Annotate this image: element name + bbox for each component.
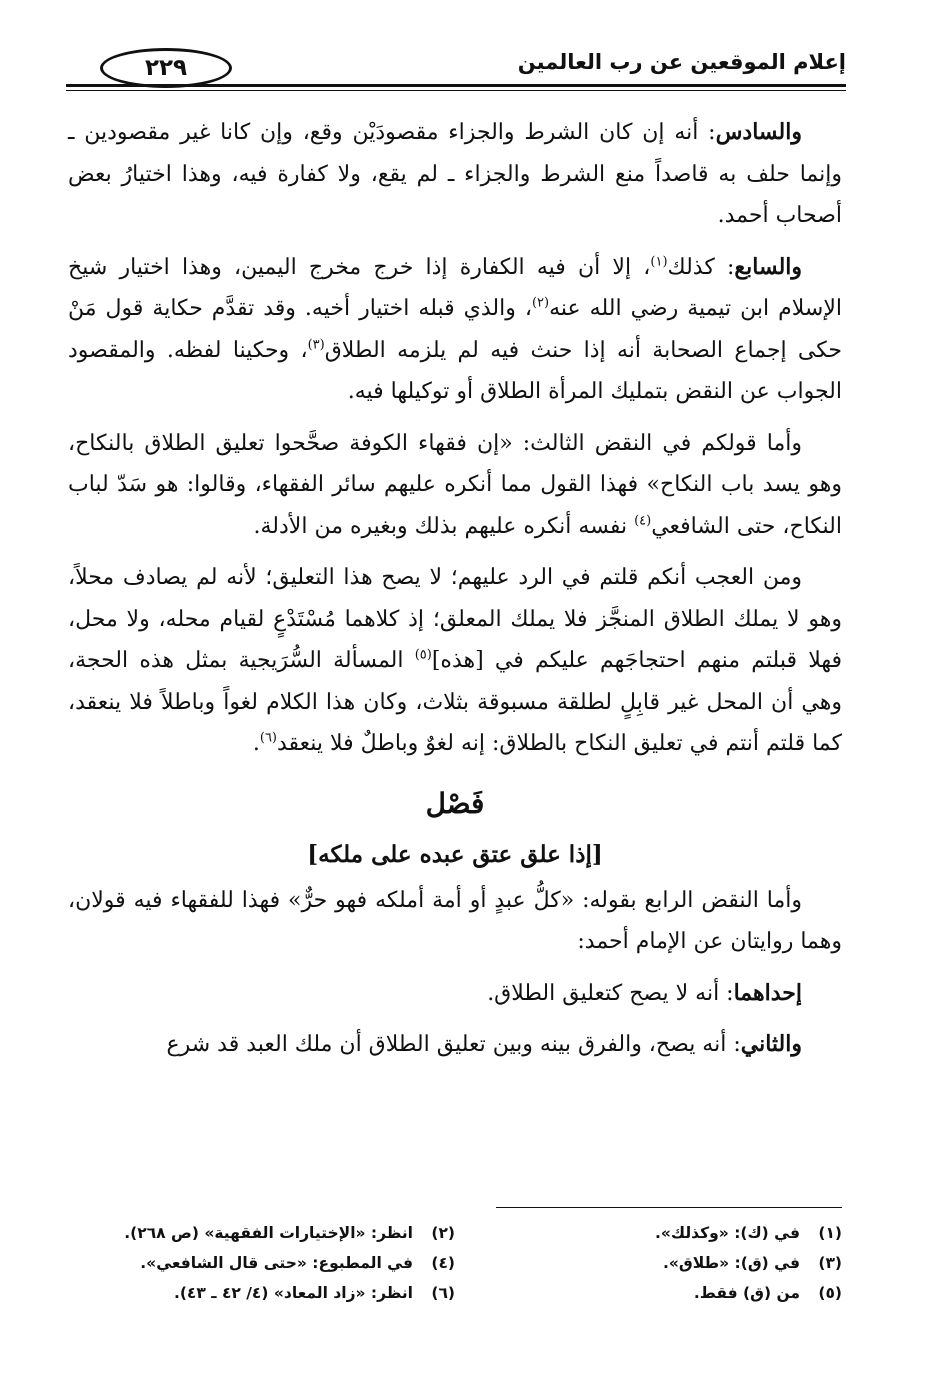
footnote-ref-5[interactable]: (٥) (414, 647, 432, 663)
paragraph-fourth-objection (68, 880, 842, 963)
paragraph-text: : أنه لا يصح كتعليق الطلاق. (487, 980, 734, 1006)
paragraph-seventh (68, 247, 842, 413)
section-subheading: [إذا علق عتق عبده على ملكه] (307, 841, 603, 868)
paragraph-sixth (68, 112, 842, 237)
footnote-4 (68, 1254, 455, 1272)
footnote-number: (٣) (818, 1254, 842, 1272)
footnote-row (68, 1248, 842, 1278)
footnote-separator (496, 1207, 842, 1208)
paragraph-first-view (68, 973, 842, 1015)
footnote-ref-3[interactable]: (٣) (307, 337, 325, 353)
footnote-text: انظر: «الإختيارات الفقهية» (ص ٢٦٨). (124, 1224, 413, 1242)
paragraph-text: ، وحكينا لفظه. والمقصود الجواب عن النقض بتمليك المرأة الطلاق أو توكيلها فيه. (68, 337, 842, 404)
paragraph-lead: والثاني (740, 1031, 802, 1057)
footnote-row (68, 1218, 842, 1248)
footnote-text: انظر: «زاد المعاد» (٤/ ٤٢ ـ ٤٣). (173, 1284, 413, 1302)
paragraph-text: وأما النقض الرابع بقوله: «كلُّ عبدٍ أو أمة أملكه فهو حرٌّ» فهذا للفقهاء فيه قولان، وهما روايتان عن الإمام أحمد: (68, 887, 842, 954)
paragraph-text: : أنه يصح، والفرق بينه وبين تعليق الطلاق أن ملك العبد قد شرع (166, 1032, 741, 1057)
paragraph-wonder (68, 557, 842, 765)
paragraph-lead: والسابع (734, 253, 803, 280)
footnote-text: من (ق) فقط. (693, 1284, 800, 1302)
footnote-text: في المطبوع: «حتى قال الشافعي». (140, 1254, 413, 1272)
paragraph-lead: إحداهما (733, 979, 802, 1006)
paragraph-second-view (68, 1024, 842, 1066)
footnote-ref-6[interactable]: (٦) (259, 730, 277, 746)
footnote-number: (٤) (431, 1254, 455, 1272)
main-text (68, 112, 842, 1076)
paragraph-text: ، إلا أن فيه الكفارة إذا خرج مخرج اليمين، وهذا اختيار شيخ الإسلام ابن تيمية رضي الله عنه (68, 254, 842, 321)
paragraph-third-objection (68, 423, 842, 548)
paragraph-text: المسألة السُّرَيجية بمثل هذه الحجة، وهي أن المحل غير قابِلٍ لطلقة مسبوقة بثلاث، وكان هذا الكلام لغواً وباطلاً فلا ينعقد، كما قلتم أنتم في تعليق النكاح بالطلاق: إنه لغوٌ وباطلٌ فلا ينعقد (68, 648, 842, 756)
footnote-row (68, 1278, 842, 1308)
footnote-ref-1[interactable]: (١) (650, 254, 668, 270)
header-rule (66, 84, 846, 87)
section-heading: فَصْل (425, 786, 485, 820)
paragraph-text: ، والذي قبله اختيار أخيه. وقد تقدَّم حكاية قول مَنْ حكى إجماع الصحابة أنه إذا حنث فيه لم يلزمه الطلاق (68, 296, 842, 363)
page-number: ٢٢٩ (100, 48, 232, 88)
paragraph-text: : أنه إن كان الشرط والجزاء مقصودَيْن وقع، وإن كانا غير مقصودين ـ وإنما حلف به قاصداً منع الشرط والجزاء ـ لم يقع، ولا كفارة فيه، وهذا اختيارُ بعض أصحاب أحمد. (68, 120, 842, 228)
footnote-3 (455, 1254, 842, 1272)
footnote-number: (١) (818, 1224, 842, 1242)
footnote-5 (455, 1284, 842, 1302)
footnote-2 (68, 1224, 455, 1242)
paragraph-text: نفسه أنكره عليهم بذلك وبغيره من الأدلة. (253, 513, 635, 539)
header-rule-thin (66, 90, 846, 91)
page-header (66, 46, 846, 96)
footnote-ref-2[interactable]: (٢) (531, 295, 550, 311)
paragraph-text: : كذلك (667, 254, 735, 280)
footnotes (68, 1218, 842, 1308)
footnote-6 (68, 1284, 455, 1302)
footnote-number: (٥) (818, 1284, 842, 1302)
footnote-number: (٦) (431, 1284, 455, 1302)
footnote-number: (٢) (431, 1224, 455, 1242)
paragraph-text: وأما قولكم في النقض الثالث: «إن فقهاء الكوفة صحَّحوا تعليق الطلاق بالنكاح، وهو يسد باب النكاح» فهذا القول مما أنكره عليهم سائر الفقهاء، وقالوا: هو سَدّ لباب النكاح، حتى الشافعي (68, 430, 842, 539)
paragraph-text: ومن العجب أنكم قلتم في الرد عليهم؛ لا يصح هذا التعليق؛ لأنه لم يصادف محلاً، وهو لا يملك الطلاق المنجَّز فلا يملك المعلق؛ إذ كلاهما مُسْتَدْعٍ لقيام محله، ولا محل، فهلا قبلتم منهم احتجاجَهم عليكم في [هذه] (68, 565, 842, 673)
footnote-1 (455, 1224, 842, 1242)
paragraph-lead: والسادس (715, 119, 802, 145)
footnote-text: في (ك): «وكذلك». (655, 1224, 800, 1242)
running-title: إعلام الموقعين عن رب العالمين (517, 50, 846, 74)
paragraph-text: . (252, 731, 260, 756)
footnote-ref-4[interactable]: (٤) (634, 513, 652, 529)
footnote-text: في (ق): «طلاق». (663, 1254, 800, 1272)
